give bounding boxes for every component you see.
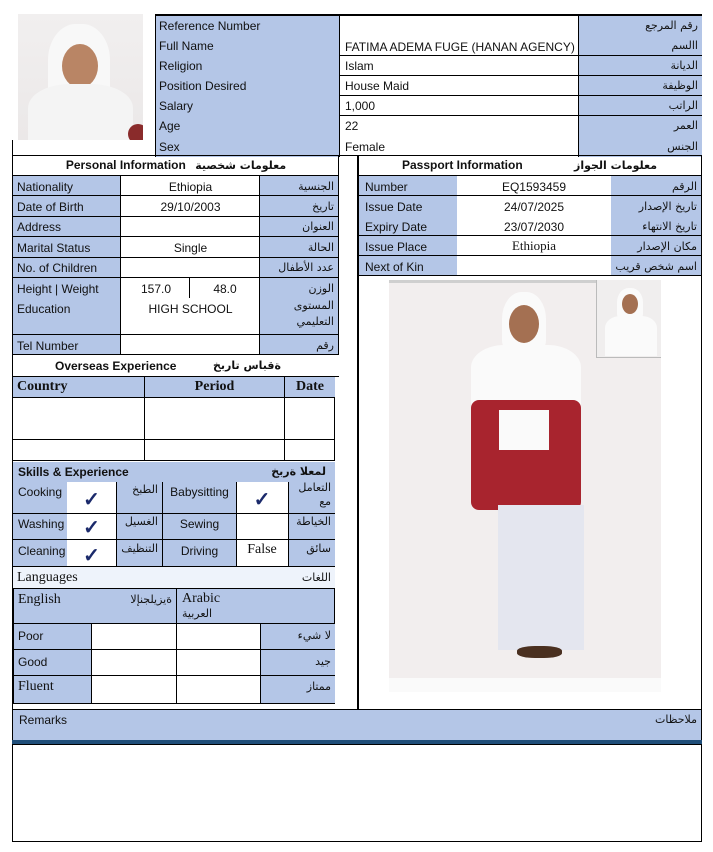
full-name-label: Full Name bbox=[159, 39, 214, 53]
lang-level-fluent: Fluent bbox=[18, 679, 54, 694]
lang-level-good-ar: جيد bbox=[315, 655, 331, 668]
skill-driving-label: Driving bbox=[180, 544, 219, 558]
education-label: Education bbox=[17, 302, 71, 316]
skill-cooking-label-ar: الطبخ bbox=[132, 483, 158, 496]
lang-english-label: English bbox=[18, 592, 61, 607]
portrait-photo bbox=[18, 14, 143, 140]
passport-title: Passport Information bbox=[402, 158, 523, 172]
overseas-title-bar bbox=[13, 354, 339, 377]
tel-label-ar: رقم bbox=[316, 339, 334, 352]
next-of-kin-value bbox=[457, 257, 611, 259]
overseas-col-date: Date bbox=[296, 379, 324, 394]
skill-babysitting-label: Babysitting bbox=[170, 485, 229, 499]
personal-title-bar bbox=[13, 156, 339, 176]
passport-table bbox=[359, 176, 701, 276]
skill-cleaning-check-icon: ✓ bbox=[83, 545, 100, 567]
personal-table bbox=[13, 176, 338, 354]
overseas-title-ar: ةقباس تاربخ bbox=[213, 359, 281, 372]
marital-label-ar: الحالة bbox=[307, 241, 334, 254]
languages-title: Languages bbox=[17, 570, 78, 585]
lang-level-good: Good bbox=[18, 655, 48, 669]
height-weight-label-ar: الوزن bbox=[308, 282, 334, 295]
tel-label: Tel Number bbox=[17, 339, 79, 353]
lang-arabic-label-ar: العربية bbox=[182, 607, 213, 620]
issue-place-label: Issue Place bbox=[365, 240, 428, 254]
religion-label: Religion bbox=[159, 59, 203, 73]
issue-place-value: Ethiopia bbox=[511, 238, 557, 253]
age-label: Age bbox=[159, 119, 181, 133]
salary-label-ar: الراتب bbox=[668, 99, 698, 112]
sex-label: Sex bbox=[159, 140, 180, 154]
education-label-ar: المستوى التعليمي bbox=[293, 299, 334, 328]
personal-title-ar: معلومات شخصية bbox=[195, 159, 287, 172]
salary-value: 1,000 bbox=[345, 99, 376, 113]
skill-washing-check-icon: ✓ bbox=[83, 517, 100, 539]
overseas-col-country: Country bbox=[17, 379, 68, 394]
children-label: No. of Children bbox=[17, 261, 98, 275]
age-label-ar: العمر bbox=[673, 119, 698, 132]
marital-label: Marital Status bbox=[17, 241, 91, 255]
overseas-table bbox=[13, 398, 335, 461]
age-value: 22 bbox=[345, 119, 359, 133]
skill-driving-label-ar: سائق bbox=[306, 542, 331, 555]
expiry-date-label: Expiry Date bbox=[365, 220, 428, 234]
issue-date-label: Issue Date bbox=[365, 200, 423, 214]
remarks-value bbox=[15, 747, 23, 749]
skill-cooking-check-icon: ✓ bbox=[83, 489, 100, 511]
salary-label: Salary bbox=[159, 99, 194, 113]
nationality-label: Nationality bbox=[17, 180, 74, 194]
next-of-kin-label: Next of Kin bbox=[365, 260, 424, 274]
issue-date-value: 24/07/2025 bbox=[503, 200, 565, 214]
personal-title: Personal Information bbox=[65, 158, 186, 172]
skill-cooking-label: Cooking bbox=[18, 485, 63, 499]
religion-value: Islam bbox=[345, 59, 374, 73]
education-value: HIGH SCHOOL bbox=[148, 302, 233, 316]
nationality-value: Ethiopia bbox=[168, 180, 213, 194]
lang-level-poor: Poor bbox=[18, 629, 44, 643]
passport-number-value: EQ1593459 bbox=[501, 180, 567, 194]
ref-number-label: Reference Number bbox=[159, 19, 261, 33]
skill-cleaning-label-ar: التنظيف bbox=[121, 542, 158, 555]
passport-title-bar bbox=[359, 156, 701, 176]
skill-driving-value: False bbox=[247, 542, 277, 557]
ref-number-label-ar: رقم المرجع bbox=[645, 19, 698, 32]
remarks-label: Remarks bbox=[19, 713, 68, 727]
overseas-title: Overseas Experience bbox=[55, 359, 177, 373]
skill-sewing-label-ar: الخياطة bbox=[296, 515, 331, 528]
lang-level-fluent-ar: ممتاز bbox=[306, 680, 331, 693]
skill-cleaning-label: Cleaning bbox=[18, 544, 66, 558]
address-value bbox=[122, 217, 259, 219]
position-value: House Maid bbox=[345, 79, 410, 93]
skill-sewing-label: Sewing bbox=[179, 517, 220, 531]
skill-babysitting-check-icon: ✓ bbox=[253, 489, 271, 511]
full-body-photo bbox=[389, 280, 661, 692]
height-value: 157.0 bbox=[140, 282, 172, 296]
full-name-label-ar: االسم bbox=[671, 39, 698, 52]
languages-table bbox=[13, 624, 335, 704]
skills-title-ar: لمعلا ةربخ bbox=[271, 465, 326, 478]
dob-value: 29/10/2003 bbox=[160, 200, 221, 214]
children-label-ar: عدد الأطفال bbox=[278, 261, 334, 274]
dob-label-ar: تاريخ bbox=[312, 200, 334, 213]
expiry-date-label-ar: تاريخ الانتهاء bbox=[642, 220, 697, 233]
tel-value bbox=[122, 336, 259, 338]
overseas-col-period: Period bbox=[144, 377, 285, 398]
ref-number-value bbox=[341, 16, 578, 18]
children-value bbox=[122, 258, 259, 260]
lang-level-poor-ar: لا شيء bbox=[297, 629, 331, 642]
remarks-area bbox=[12, 744, 702, 842]
issue-date-label-ar: تاريخ الإصدار bbox=[638, 200, 697, 213]
skill-washing-label: Washing bbox=[18, 517, 65, 531]
languages-title-ar: اللغات bbox=[301, 571, 331, 584]
sex-label-ar: الجنس bbox=[667, 140, 698, 153]
religion-label-ar: الديانة bbox=[670, 59, 698, 72]
nationality-label-ar: الجنسية bbox=[298, 180, 334, 193]
weight-value: 48.0 bbox=[213, 282, 237, 296]
position-label-ar: الوظيفة bbox=[662, 79, 698, 92]
skill-babysitting-label-ar: التعامل مع bbox=[298, 481, 331, 508]
issue-place-label-ar: مكان الإصدار bbox=[637, 240, 697, 253]
expiry-date-value: 23/07/2030 bbox=[503, 220, 565, 234]
sex-value: Female bbox=[345, 140, 386, 154]
languages-title-bar bbox=[13, 567, 335, 588]
lang-arabic-label: Arabic bbox=[182, 591, 221, 606]
skills-title: Skills & Experience bbox=[18, 465, 129, 479]
address-label: Address bbox=[17, 220, 62, 234]
dob-label: Date of Birth bbox=[17, 200, 84, 214]
passport-title-ar: معلومات الجواز bbox=[574, 159, 658, 172]
lang-english-label-ar: ةيزيلجنإلا bbox=[130, 593, 172, 606]
full-name-value: FATIMA ADEMA FUGE (HANAN AGENCY) bbox=[345, 40, 575, 54]
remarks-label-ar: ملاحظات bbox=[655, 713, 697, 726]
height-weight-label: Height | Weight bbox=[17, 282, 99, 296]
marital-value: Single bbox=[173, 241, 208, 255]
header-table bbox=[155, 14, 702, 155]
next-of-kin-label-ar: اسم شخص قريب bbox=[615, 260, 697, 273]
remarks-bar bbox=[12, 709, 702, 741]
passport-number-label-ar: الرقم bbox=[671, 180, 697, 193]
passport-number-label: Number bbox=[365, 180, 408, 194]
address-label-ar: العنوان bbox=[302, 220, 334, 233]
languages-header bbox=[13, 588, 335, 624]
skill-washing-label-ar: الغسيل bbox=[124, 515, 158, 528]
overseas-header bbox=[13, 377, 335, 398]
position-label: Position Desired bbox=[159, 79, 247, 93]
